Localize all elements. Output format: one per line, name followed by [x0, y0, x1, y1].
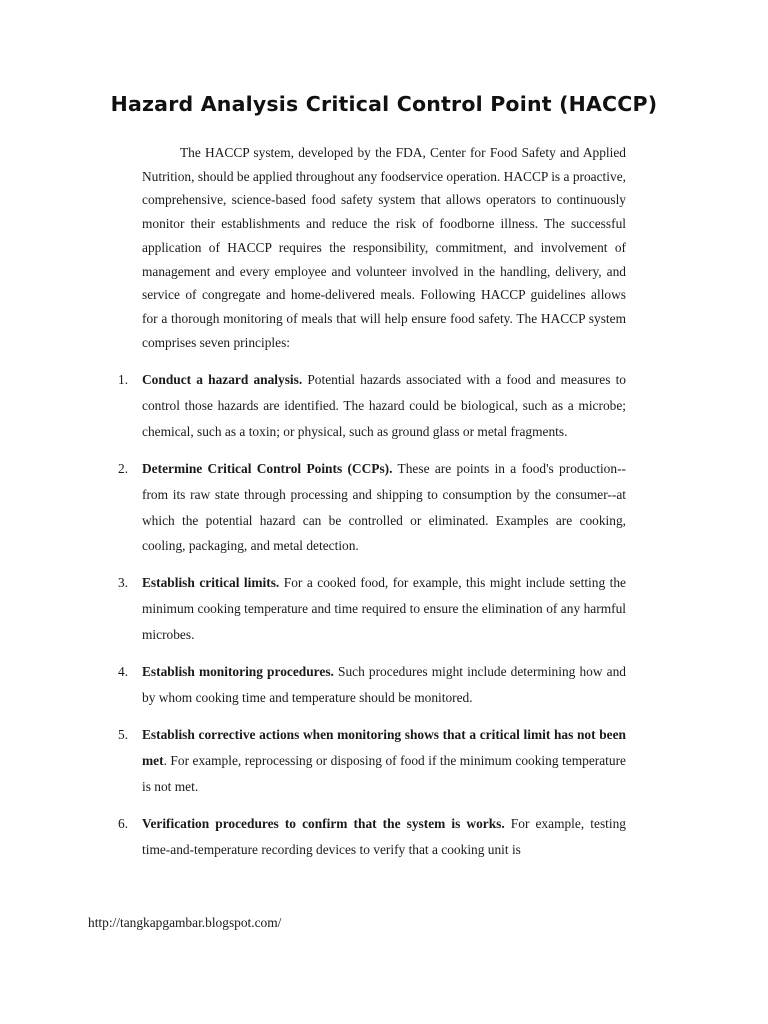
principle-number: 6.: [118, 815, 129, 831]
principle-item: [0, 456, 768, 560]
principle-number: 1.: [118, 372, 129, 387]
principles-list: [0, 367, 768, 873]
principle-body: These are points in a food's production--from its raw state through processing and shipping to consumption by the consumer--at which the potential hazard can be controlled or eliminated. Examples are cooking, cooling, packaging, and metal detection.: [142, 460, 626, 554]
principle-number: 2.: [118, 460, 129, 476]
intro-paragraph: The HACCP system, developed by the FDA, Center for Food Safety and Applied Nutrition, should be applied throughout any foodservice operation. HACCP is a proactive, comprehensive, science-based food safety system that allows operators to continuously monitor their establishments and reduce the risk of foodborne illness. The successful application of HACCP requires the responsibility, commitment, and involvement of management and every employee and volunteer involved in the handling, delivery, and service of congregate and home-delivered meals. Following HACCP guidelines allows for a thorough monitoring of meals that will help ensure food safety. The HACCP system comprises seven principles:: [142, 145, 626, 350]
principle-body: Such procedures might include determining how and by whom cooking time and temperature should be monitored.: [142, 664, 626, 705]
principle-text: [142, 722, 626, 800]
principle-text: [142, 456, 626, 560]
principle-body: For a cooked food, for example, this might include setting the minimum cooking temperature and time required to ensure the elimination of any harmful microbes.: [142, 575, 626, 643]
principle-item: [0, 722, 768, 800]
principle-text: [142, 659, 626, 711]
principle-body: . For example, reprocessing or disposing of food if the minimum cooking temperature is not met.: [142, 752, 626, 794]
principle-number: 4.: [118, 664, 129, 680]
principle-heading: Conduct a hazard analysis.: [142, 372, 303, 387]
principle-heading: Establish critical limits.: [142, 575, 280, 591]
principle-body: For example, testing time-and-temperature recording devices to verify that a cooking unit is: [142, 815, 626, 857]
document-title: Hazard Analysis Critical Control Point (HACCP): [110, 92, 658, 116]
principle-text: [142, 811, 626, 863]
principle-heading: Determine Critical Control Points (CCPs).: [142, 460, 393, 476]
principle-heading: Establish monitoring procedures.: [142, 664, 334, 680]
principle-item: [0, 659, 768, 711]
principle-text: [142, 570, 626, 648]
principle-heading: Establish corrective actions when monitoring shows that a critical limit has not been met: [142, 726, 626, 768]
principle-text: [142, 367, 626, 445]
principle-item: [0, 367, 768, 445]
principle-number: 3.: [118, 575, 129, 591]
principle-item: [0, 811, 768, 863]
principle-heading: Verification procedures to confirm that the system is works.: [142, 815, 505, 831]
footer-url: http://tangkapgambar.blogspot.com/: [88, 915, 282, 930]
principle-body: Potential hazards associated with a food and measures to control those hazards are identified. The hazard could be biological, such as a microbe; chemical, such as a toxin; or physical, such as ground glass or metal fragments.: [142, 372, 627, 439]
principle-number: 5.: [118, 726, 129, 742]
principle-item: [0, 570, 768, 648]
